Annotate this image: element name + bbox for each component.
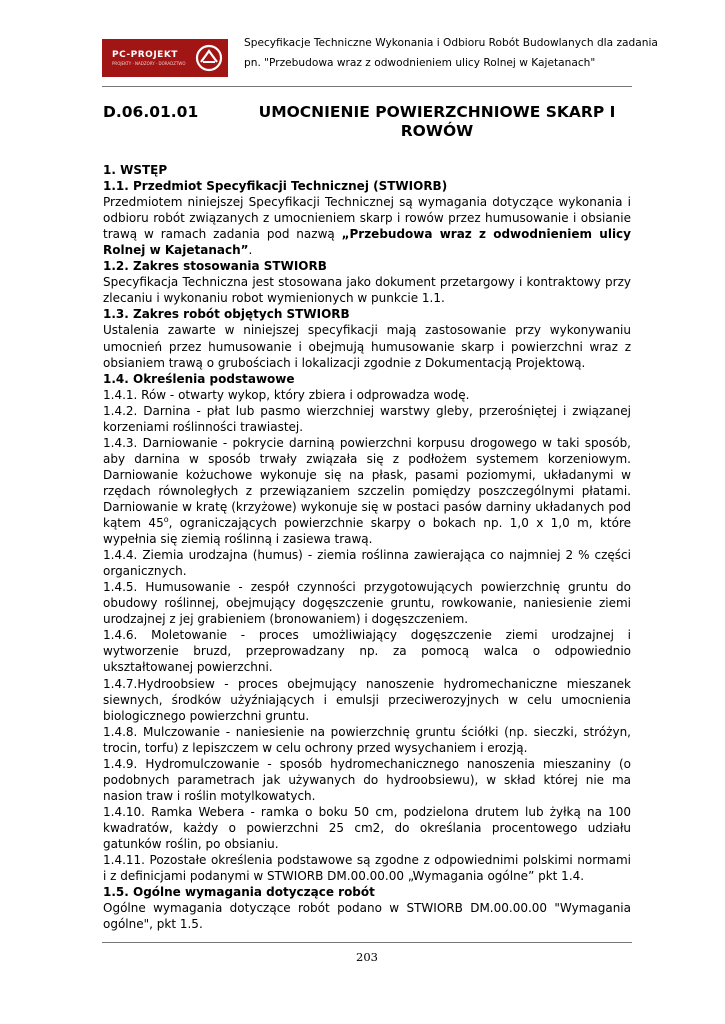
project-name: „Przebudowa wraz z odwodnieniem ulicy Rolnej w Kajetanach” [103,227,631,258]
definition-1-4-8: 1.4.8. Mulczowanie - naniesienie na powierzchnię gruntu ściółki (np. sieczki, stróżyn, trocin, torfu) z lepiszczem w celu ochrony przed wysychaniem i erozją. [103,724,631,755]
header-text [244,33,658,73]
paragraph-1-5: Ogólne wymagania dotyczące robót podano w STWIORB DM.00.00.00 "Wymagania ogólne", pkt 1.5. [103,901,631,932]
paragraph-1-1-text: Przedmiotem niniejszej Specyfikacji Technicznej są wymagania dotyczące wykonania i odbioru robót związanych z umocnieniem skarp i rowów przez humusowanie i obsianie trawą w ramach zadania pod nazwą [103,195,631,242]
heading-1: 1. WSTĘP [103,163,168,177]
paragraph-1-1 [103,194,631,258]
definition-1-4-3-text: 1.4.3. Darniowanie - pokrycie darniną powierzchni korpusu drogowego w taki sposób, aby darnina w sposób trwały związała się z podłożem systemem korzeniowym. Darniowanie kożuchowe wykonuje się na płask, pasami poziomymi, układanymi w rzędach równoległych z przewiązaniem szczelin pomiędzy poszczególnymi płatami. Darniowanie w kratę (krzyżowe) wykonuje się w postaci pasów darniny układanych pod kątem 45 [103,435,631,531]
definition-1-4-4: 1.4.4. Ziemia urodzajna (humus) - ziemia roślinna zawierająca co najmniej 2 % części organicznych. [103,548,631,579]
definition-1-4-3-end: , ograniczających powierzchnie skarpy o bokach np. 1,0 x 1,0 m, które wypełnia się ziemią roślinną i zasiewa trawą. [103,516,631,547]
header-divider [102,86,632,87]
paragraph-1-3: Ustalenia zawarte w niniejszej specyfikacji mają zastosowanie przy wykonywaniu umocnień przez humusowanie i obejmują humusowanie skarp i powierzchni wraz z obsianiem trawą o grubościach i lokalizacji zgodnie z Dokumentacją Projektową. [103,323,631,370]
document-content [103,103,631,932]
definition-1-4-9: 1.4.9. Hydromulczowanie - sposób hydromechanicznego nanoszenia mieszaniny (o podobnych parametrach jak używanych do hydroobsiewu), w skład której nie ma nasion traw i roślin motylkowatych. [103,756,631,803]
paragraph-1-1-end: . [248,243,253,258]
footer-divider [102,942,632,943]
definition-1-4-6: 1.4.6. Moletowanie - proces umożliwiający dogęszczenie ziemi urodzajnej i wytworzenie bruzd, przeprowadzany np. za pomocą walca o odpowiednio ukształtowanej powierzchni. [103,628,631,675]
document-body [103,162,631,932]
degree-symbol: o [163,515,169,525]
spec-code: D.06.01.01 [103,103,199,121]
heading-1-1: 1.1. Przedmiot Specyfikacji Technicznej (STWIORB) [103,179,448,194]
logo-subtitle: PROJEKTY · NADZORY · DORADZTWO [112,60,186,66]
logo-name: PC-PROJEKT [112,49,178,60]
page-header [102,33,658,85]
header-line-2: pn. "Przebudowa wraz z odwodnieniem ulicy Rolnej w Kajetanach" [244,57,596,69]
spec-title: UMOCNIENIE POWIERZCHNIOWE SKARP I ROWÓW [258,103,616,140]
header-line-1: Specyfikacje Techniczne Wykonania i Odbioru Robót Budowlanych dla zadania [244,37,658,49]
definition-1-4-10: 1.4.10. Ramka Webera - ramka o boku 50 cm, podzielona drutem lub żyłką na 100 kwadratów, każdy o powierzchni 25 cm2, do określania procentowego udziału gatunków roślin, po obsianiu. [103,804,631,851]
section-title [103,103,631,149]
heading-1-4: 1.4. Określenia podstawowe [103,371,295,386]
heading-1-5: 1.5. Ogólne wymagania dotyczące robót [103,885,375,900]
definition-1-4-5: 1.4.5. Humusowanie - zespół czynności przygotowujących powierzchnię gruntu do obudowy roślinnej, obejmujący dogęszczenie gruntu, rowkowanie, naniesienie ziemi urodzajnej z jej grabieniem (bronowaniem) i dogęszczeniem. [103,580,631,627]
page-number: 203 [356,950,378,964]
company-logo [102,39,228,77]
heading-1-3: 1.3. Zakres robót objętych STWIORB [103,307,350,322]
definition-1-4-3 [103,435,631,547]
logo-emblem-icon [194,43,224,73]
definition-1-4-2: 1.4.2. Darnina - płat lub pasmo wierzchniej warstwy gleby, przerośniętej i związanej korzeniami roślinności trawiastej. [103,403,631,434]
definition-1-4-1: 1.4.1. Rów - otwarty wykop, który zbiera i odprowadza wodę. [103,387,470,402]
definition-1-4-11: 1.4.11. Pozostałe określenia podstawowe są zgodne z odpowiednimi polskimi normami i z definicjami podanymi w STWIORB DM.00.00.00 „Wymagania ogólne” pkt 1.4. [103,853,631,884]
heading-1-2: 1.2. Zakres stosowania STWIORB [103,259,327,274]
paragraph-1-2: Specyfikacja Techniczna jest stosowana jako dokument przetargowy i kontraktowy przy zlecaniu i wykonaniu robot wymienionych w punkcie 1.1. [103,275,631,306]
definition-1-4-7: 1.4.7.Hydroobsiew - proces obejmujący nanoszenie hydromechaniczne mieszanek siewnych, środków użyźniających i emulsji przeciwerozyjnych w celu umocnienia biologicznego powierzchni gruntu. [103,676,631,723]
